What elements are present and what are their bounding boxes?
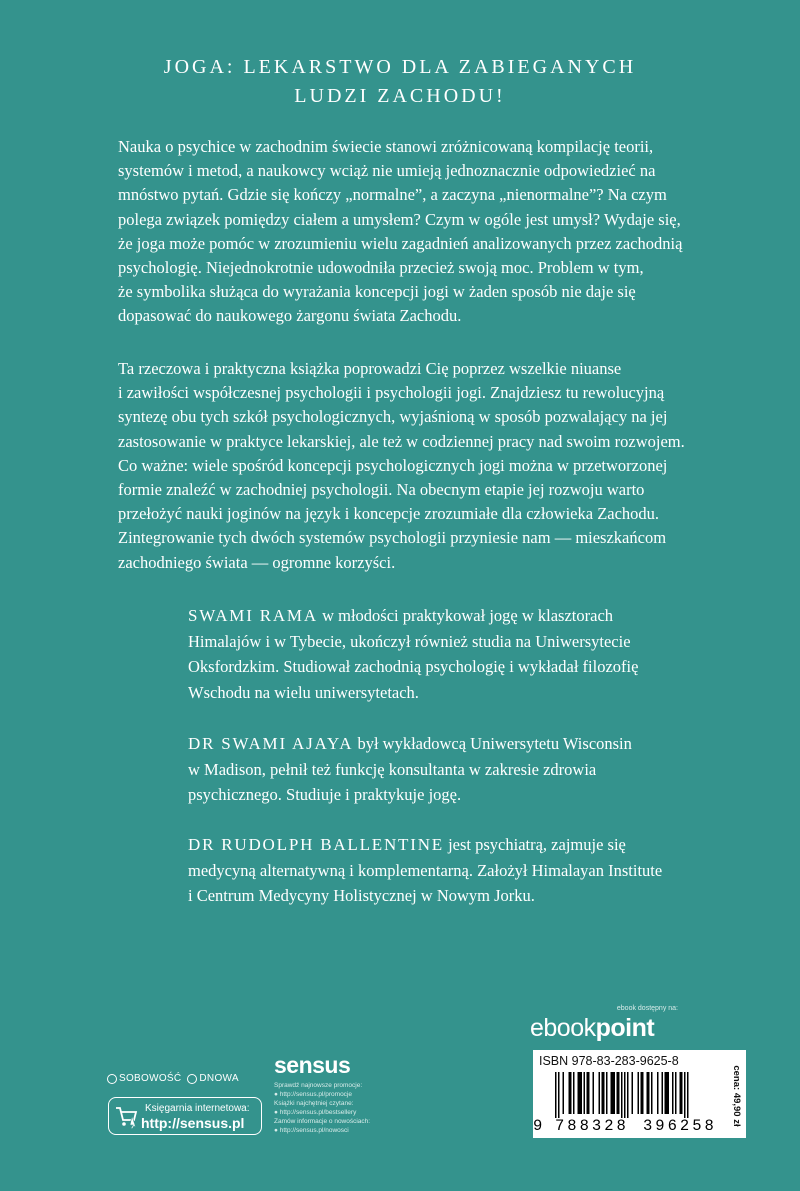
author-name: DR SWAMI AJAYA [188, 734, 354, 753]
text-line: Ta rzeczowa i praktyczna książka poprowadzi Cię poprzez wszelkie niuanse [118, 359, 622, 378]
barcode-icon [539, 1072, 723, 1118]
isbn-number: ISBN 978-83-283-9625-8 [539, 1054, 679, 1068]
sensus-logo: sensus [274, 1052, 351, 1078]
text-line: zachodniego świata — ogromne korzyści. [118, 552, 396, 572]
promo-link[interactable]: ● http://sensus.pl/bestsellery [274, 1109, 357, 1116]
text-line: mnóstwo pytań. Gdzie się kończy „normalne”, a zaczyna „nienormalne”? Na czym [118, 185, 667, 205]
promo-line: Sprawdź najnowsze promocje: [274, 1082, 363, 1089]
bio-text: w młodości praktykował jogę w klasztorach [317, 606, 614, 625]
text-line: psychologię. Niejednokrotnie udowodniła przecież swoją moc. Problem w tym, [118, 258, 644, 278]
description-paragraph-2 [118, 357, 718, 575]
promo-links [274, 1081, 404, 1135]
text-line: formie znaleźć w zachodniej psychologii. Na obecnym etapie jej rozwoju warto [118, 480, 645, 500]
barcode-group-2: 396258 [643, 1117, 717, 1135]
imprint-part-2: DNOWA [199, 1073, 239, 1084]
imprint-part-1: SOBOWOŚĆ [119, 1073, 182, 1084]
ebookpoint-logo [530, 1014, 654, 1043]
text-line: Oksfordzkim. Studiował zachodnią psychologię i wykładał filozofię [188, 657, 639, 676]
author-bio-swami-ajaya [188, 731, 728, 808]
price-label: cena: 49,90 zł [731, 1065, 742, 1127]
text-line: w Madison, pełnił też funkcję konsultanta w zakresie zdrowia [188, 759, 597, 779]
text-line: Wschodu na wielu uniwersytetach. [188, 682, 419, 702]
isbn-barcode [533, 1050, 729, 1138]
author-name: DR RUDOLPH BALLENTINE [188, 835, 444, 854]
promo-link[interactable]: ● http://sensus.pl/nowosci [274, 1127, 349, 1134]
text-line: i zawiłości współczesnej psychologii i psychologii jogi. Znajdziesz tu rewolucyjną [118, 383, 665, 403]
text-line: że joga może pomóc w zrozumieniu wielu zagadnień analizowanych przez zachodnią [118, 233, 683, 253]
ebook-available-label: ebook dostępny na: [616, 1005, 678, 1012]
price-label-strip [729, 1050, 746, 1138]
ring-icon [107, 1074, 117, 1084]
text-line: zastosowanie w praktyce lekarskiej, ale też w codziennej pracy nad swoim rozwojem. [118, 431, 685, 451]
promo-line: Zamów informacje o nowościach: [274, 1118, 371, 1125]
bio-text: jest psychiatrą, zajmuje się [443, 835, 626, 854]
barcode-group-1: 788328 [555, 1117, 629, 1135]
text-line: Himalajów i w Tybecie, ukończył również studia na Uniwersytecie [188, 631, 631, 651]
text-line: i Centrum Medycyny Holistycznej w Nowym Jorku. [188, 886, 535, 905]
author-name: SWAMI RAMA [188, 606, 318, 625]
text-line: przełożyć nauki joginów na język i koncepcje zrozumiałe dla człowieka Zachodu. [118, 504, 660, 524]
imprint-logo [107, 1073, 239, 1084]
ring-icon [187, 1074, 197, 1084]
text-line: syntezę obu tych szkół psychologicznych, wyjaśnioną w sposób pozwalający na jej [118, 407, 668, 427]
text-line: dopasować do naukowego żargonu świata Zachodu. [118, 306, 462, 326]
bookstore-label: Księgarnia internetowa: [145, 1103, 250, 1114]
ebookpoint-logo-prefix: ebook [530, 1014, 596, 1042]
bio-text: był wykładowcą Uniwersytetu Wisconsin [353, 734, 632, 753]
barcode-lead-digit: 9 [533, 1117, 543, 1135]
online-bookstore-link[interactable] [108, 1097, 262, 1135]
bookstore-url[interactable]: http://sensus.pl [141, 1115, 245, 1131]
headline-line-1: JOGA: LEKARSTWO DLA ZABIEGANYCH [163, 56, 637, 78]
promo-line: Książki najchętniej czytane: [274, 1100, 354, 1107]
shopping-cart-icon [115, 1105, 139, 1129]
headline-line-2: LUDZI ZACHODU! [294, 85, 506, 107]
text-line: systemów i metod, a naukowcy wciąż nie umieją jednoznacznie odpowiedzieć na [118, 161, 656, 181]
ebookpoint-logo-bold: point [595, 1014, 655, 1042]
text-line: medycyną alternatywną i komplementarną. Założył Himalayan Institute [188, 860, 663, 880]
promo-link[interactable]: ● http://sensus.pl/promocje [274, 1091, 352, 1098]
text-line: Co ważne: wiele spośród koncepcji psychologicznych jogi można w przetworzonej [118, 455, 668, 475]
author-bio-rudolph-ballentine [188, 832, 728, 909]
text-line: psychicznego. Studiuje i praktykuje jogę. [188, 785, 462, 804]
text-line: że symbolika służąca do wyrażania koncepcji jogi w żaden sposób nie daje się [118, 282, 636, 302]
text-line: Zintegrowanie tych dwóch systemów psychologii przyniesie nam — mieszkańcom [118, 528, 667, 548]
author-bio-swami-rama [188, 603, 728, 705]
description-paragraph-1 [118, 135, 718, 329]
text-line: Nauka o psychice w zachodnim świecie stanowi zróżnicowaną kompilację teorii, [118, 137, 654, 156]
text-line: polega związek pomiędzy ciałem a umysłem? Czym w ogóle jest umysł? Wydaje się, [118, 209, 681, 229]
